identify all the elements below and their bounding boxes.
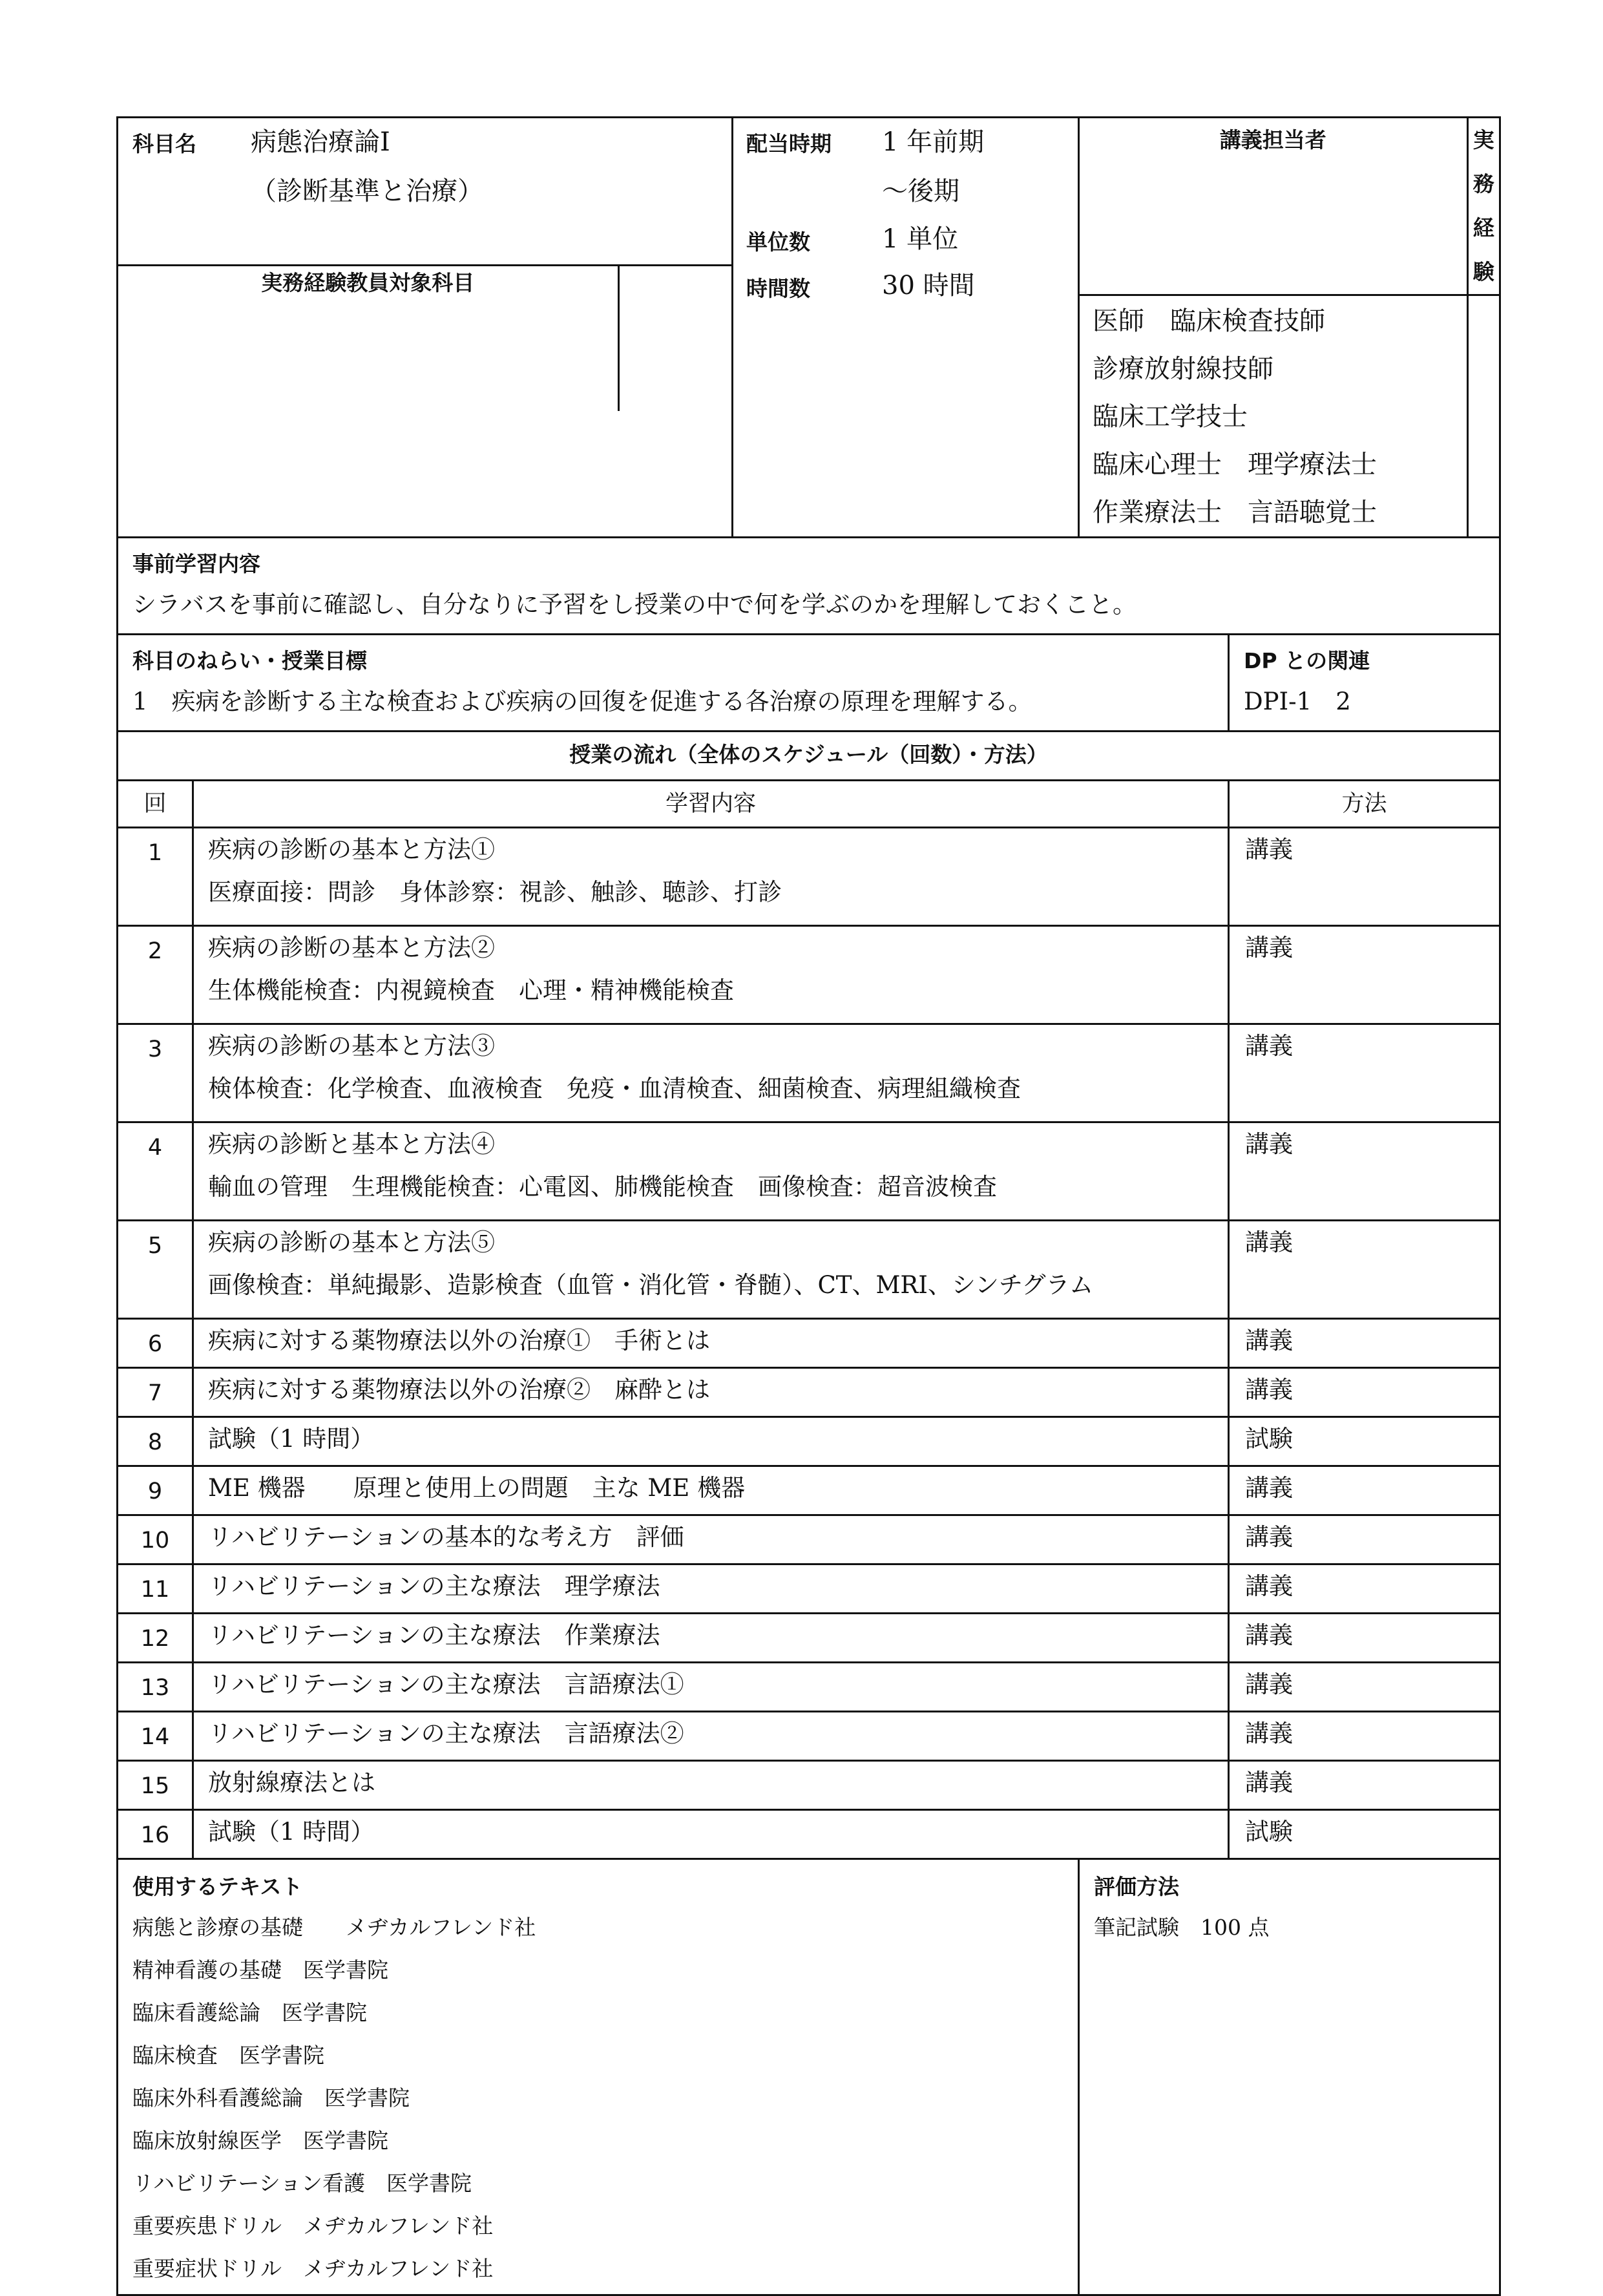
schedule-row [118, 1024, 1500, 1122]
aims-row [118, 635, 1500, 732]
texts-label: 使用するテキスト [132, 1874, 303, 1899]
evaluation-text: 筆記試験 100 点 [1094, 1915, 1270, 1940]
row-method: 試験 [1229, 1810, 1500, 1859]
row-line1: ME 機器 原理と使用上の問題 主な ME 機器 [193, 1466, 1229, 1515]
row-method: 試験 [1229, 1417, 1500, 1466]
units-label: 単位数 [746, 229, 810, 255]
text-item: 臨床外科看護総論 医学書院 [132, 2085, 410, 2111]
row-line1: リハビリテーションの主な療法 言語療法① [193, 1663, 1229, 1712]
schedule-header-row [118, 781, 1500, 828]
row-line1: リハビリテーションの主な療法 作業療法 [193, 1614, 1229, 1663]
subject-label: 科目名 [132, 131, 196, 156]
row-number: 11 [118, 1564, 193, 1614]
row-method: 講義 [1229, 1319, 1500, 1368]
schedule-title-row [118, 732, 1500, 781]
dp-label: DP との関連 [1244, 648, 1370, 673]
syllabus-table [116, 116, 1501, 2296]
row-line1: 試験（1 時間） [193, 1810, 1229, 1859]
lecturer-label: 講義担当者 [1080, 118, 1467, 295]
texts-evaluation-row [118, 1859, 1500, 2295]
row-line1: 疾病の診断の基本と方法① [208, 836, 495, 863]
row-number: 10 [118, 1515, 193, 1564]
row-number: 2 [118, 926, 193, 1024]
row-line2: 輸血の管理 生理機能検査：心電図、肺機能検査 画像検査：超音波検査 [208, 1173, 997, 1201]
row-line1: 疾病に対する薬物療法以外の治療② 麻酔とは [193, 1368, 1229, 1417]
schedule-title: 授業の流れ（全体のスケジュール（回数）・方法） [118, 732, 1500, 781]
text-item: 臨床看護総論 医学書院 [132, 2000, 367, 2025]
row-method: 講義 [1229, 1466, 1500, 1515]
row-line1: リハビリテーションの主な療法 言語療法② [193, 1712, 1229, 1761]
row-method: 講義 [1229, 1564, 1500, 1614]
row-line1: リハビリテーションの基本的な考え方 評価 [193, 1515, 1229, 1564]
lecturer-item: 診療放射線技師 [1093, 354, 1273, 384]
row-line1: 疾病に対する薬物療法以外の治療① 手術とは [193, 1319, 1229, 1368]
aims-label: 科目のねらい・授業目標 [132, 648, 367, 673]
row-method: 講義 [1229, 828, 1500, 926]
schedule-row [118, 1761, 1500, 1810]
schedule-row [118, 1663, 1500, 1712]
row-line2: 画像検査：単純撮影、造影検査（血管・消化管・脊髄）、CT、MRI、シンチグラム [208, 1271, 1094, 1299]
prep-text: シラバスを事前に確認し、自分なりに予習をし授業の中で何を学ぶのかを理解しておくこと。 [132, 591, 1137, 618]
jitsumu-target-mark [618, 266, 731, 411]
evaluation-cell [1079, 1859, 1500, 2295]
period-value-1: 1 年前期 [882, 127, 985, 157]
row-method: 講義 [1229, 1515, 1500, 1564]
period-value-2: ～後期 [882, 176, 959, 206]
schedule-row [118, 1319, 1500, 1368]
row-number: 7 [118, 1368, 193, 1417]
evaluation-label: 評価方法 [1094, 1874, 1179, 1899]
row-number: 6 [118, 1319, 193, 1368]
lecturer-item: 作業療法士 言語聴覚士 [1093, 498, 1377, 527]
lecturer-item: 臨床工学技士 [1093, 402, 1248, 432]
row-line1: リハビリテーションの主な療法 理学療法 [193, 1564, 1229, 1614]
row-number: 15 [118, 1761, 193, 1810]
row-line1: 疾病の診断の基本と方法③ [208, 1032, 495, 1060]
col-content-header: 学習内容 [193, 781, 1229, 828]
header-row [118, 118, 1500, 538]
row-line2: 医療面接：問診 身体診察：視診、触診、聴診、打診 [208, 878, 782, 906]
row-method: 講義 [1229, 1712, 1500, 1761]
lecturer-item: 臨床心理士 理学療法士 [1093, 450, 1377, 479]
row-line2: 生体機能検査：内視鏡検査 心理・精神機能検査 [208, 976, 734, 1004]
aims-text: 1 疾病を診断する主な検査および疾病の回復を促進する各治療の原理を理解する。 [132, 688, 1032, 715]
schedule-row [118, 1122, 1500, 1221]
text-item: 重要症状ドリル メヂカルフレンド社 [132, 2256, 494, 2281]
prep-row [118, 538, 1500, 635]
schedule-row [118, 1810, 1500, 1859]
experience-label: 実務経験 [1467, 118, 1499, 295]
row-line1: 放射線療法とは [193, 1761, 1229, 1810]
schedule-row [118, 1466, 1500, 1515]
schedule-row [118, 1417, 1500, 1466]
row-line1: 疾病の診断の基本と方法⑤ [208, 1228, 495, 1256]
jitsumu-target-label: 実務経験教員対象科目 [261, 270, 475, 295]
text-item: 重要疾患ドリル メヂカルフレンド社 [132, 2213, 494, 2238]
period-label: 配当時期 [746, 131, 832, 156]
schedule-row [118, 1368, 1500, 1417]
row-number: 14 [118, 1712, 193, 1761]
row-number: 5 [118, 1221, 193, 1319]
texts-cell [118, 1859, 1079, 2295]
row-method: 講義 [1229, 1221, 1500, 1319]
lecturer-list [1080, 295, 1467, 537]
lecturer-item: 医師 臨床検査技師 [1093, 306, 1325, 336]
period-cell [733, 118, 1079, 538]
text-item: 臨床検査 医学書院 [132, 2043, 324, 2068]
row-line1: 疾病の診断と基本と方法④ [208, 1130, 495, 1158]
text-item: 病態と診療の基礎 メヂカルフレンド社 [132, 1915, 536, 1940]
row-method: 講義 [1229, 1663, 1500, 1712]
lecturer-cell [1079, 118, 1500, 538]
subject-subtitle: （診断基準と治療） [251, 176, 483, 206]
text-item: リハビリテーション看護 医学書院 [132, 2171, 472, 2196]
col-method-header: 方法 [1229, 781, 1500, 828]
experience-value [1467, 295, 1499, 537]
row-number: 1 [118, 828, 193, 926]
row-number: 16 [118, 1810, 193, 1859]
row-line1: 試験（1 時間） [193, 1417, 1229, 1466]
row-number: 12 [118, 1614, 193, 1663]
row-number: 4 [118, 1122, 193, 1221]
schedule-row [118, 1221, 1500, 1319]
row-number: 8 [118, 1417, 193, 1466]
hours-label: 時間数 [746, 276, 810, 301]
row-line1: 疾病の診断の基本と方法② [208, 934, 495, 962]
row-line2: 検体検査：化学検査、血液検査 免疫・血清検査、細菌検査、病理組織検査 [208, 1075, 1021, 1102]
row-method: 講義 [1229, 1761, 1500, 1810]
row-number: 3 [118, 1024, 193, 1122]
row-method: 講義 [1229, 926, 1500, 1024]
row-number: 13 [118, 1663, 193, 1712]
subject-name: 病態治療論Ⅰ [251, 127, 390, 157]
col-num-header: 回 [118, 781, 193, 828]
row-method: 講義 [1229, 1122, 1500, 1221]
schedule-row [118, 1564, 1500, 1614]
prep-label: 事前学習内容 [132, 551, 260, 576]
schedule-row [118, 926, 1500, 1024]
units-value: 1 単位 [882, 224, 959, 254]
schedule-row [118, 828, 1500, 926]
row-method: 講義 [1229, 1368, 1500, 1417]
dp-value: DPⅠ-1 2 [1244, 688, 1351, 715]
row-method: 講義 [1229, 1024, 1500, 1122]
row-number: 9 [118, 1466, 193, 1515]
row-method: 講義 [1229, 1614, 1500, 1663]
hours-value: 30 時間 [882, 271, 975, 300]
schedule-row [118, 1515, 1500, 1564]
schedule-row [118, 1712, 1500, 1761]
text-item: 臨床放射線医学 医学書院 [132, 2128, 388, 2153]
text-item: 精神看護の基礎 医学書院 [132, 1957, 388, 1983]
schedule-row [118, 1614, 1500, 1663]
